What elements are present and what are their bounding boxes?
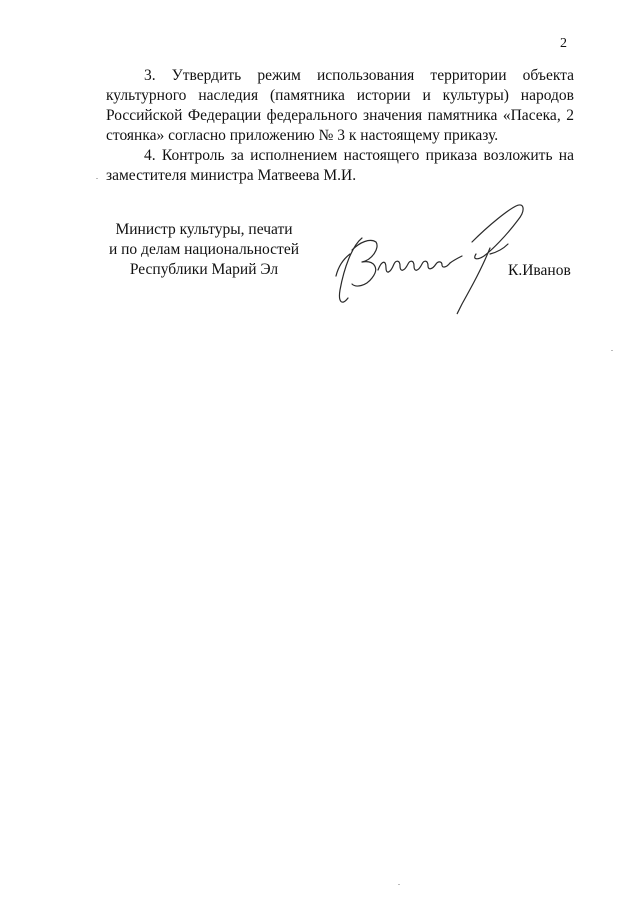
scan-speck [611,350,613,351]
paragraph-4: 4. Контроль за исполнением настоящего приказа возложить на заместителя министра Матвеева М.И. [106,147,574,184]
page-number: 2 [560,36,567,51]
scan-speck [96,178,98,179]
scan-speck [398,884,400,885]
signatory-title [106,220,302,280]
paragraph-3: 3. Утвердить режим использования территории объекта культурного наследия (памятника истории и культуры) народов Российской Федерации федерального значения памятника «Пасека, 2 стоянка» согласно приложению № 3 к настоящему приказу. [106,67,574,144]
signer-name: К.Иванов [508,262,571,279]
signatory-title-line: Министр культуры, печати [115,221,293,238]
handwritten-signature [322,198,542,318]
signatory-title-line: Республики Марий Эл [129,261,279,278]
signatory-title-line: и по делам национальностей [108,241,300,258]
document-body [106,66,574,186]
